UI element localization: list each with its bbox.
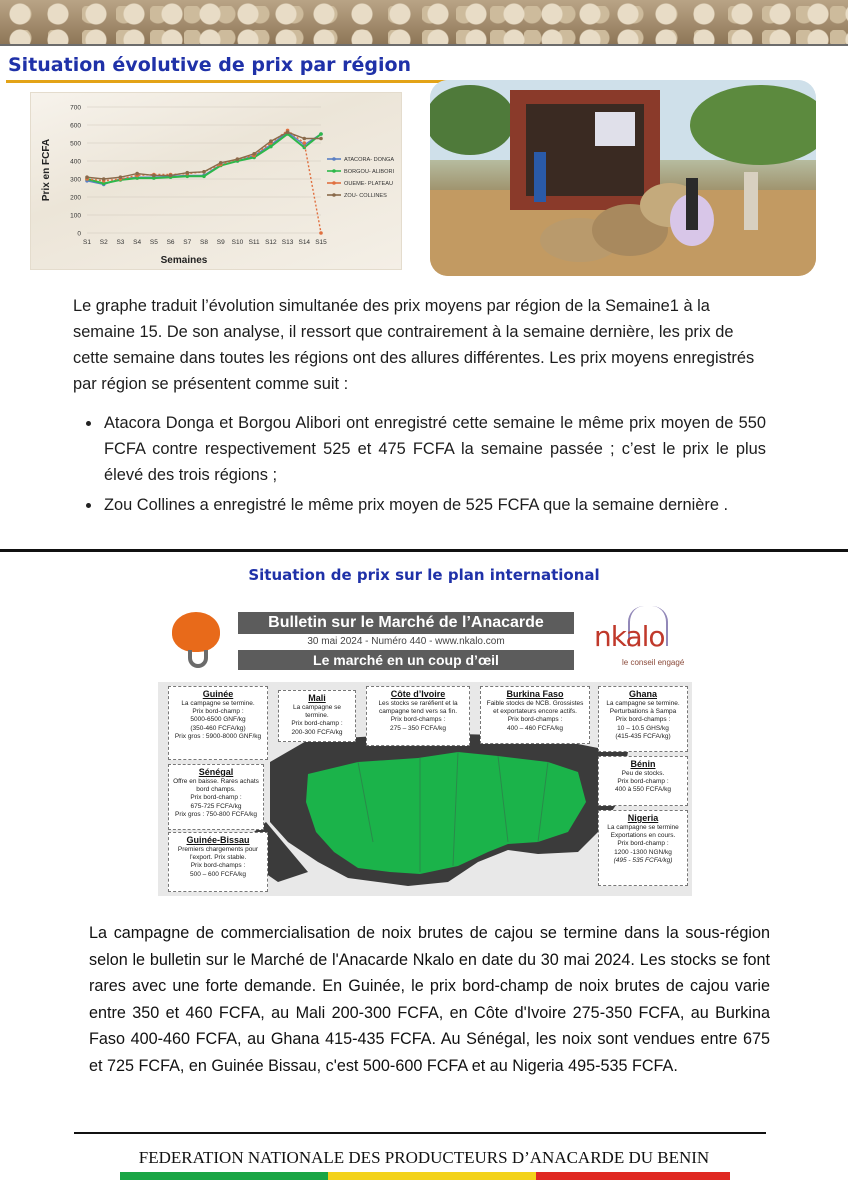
country-line: La campagne se termine. — [181, 700, 255, 707]
x-tick-label: S5 — [149, 239, 158, 246]
country-box-senegal — [168, 764, 264, 830]
country-box-ghana — [598, 686, 688, 752]
country-name: Sénégal — [198, 767, 234, 777]
nkalo-tagline: le conseil engagé — [622, 658, 685, 667]
data-point — [319, 132, 323, 136]
section-title-underline — [6, 80, 496, 83]
data-point — [202, 175, 206, 179]
legend-marker — [332, 193, 336, 197]
photo-illustration — [430, 80, 816, 276]
country-box-benin — [598, 756, 688, 806]
country-box-mali — [278, 690, 356, 742]
section-divider — [0, 549, 848, 552]
person-2 — [686, 178, 698, 230]
country-line: (350-460 FCFA/kg) — [190, 724, 246, 732]
data-point — [319, 231, 323, 235]
data-point — [202, 170, 206, 174]
bullet-atacora-borgou: Atacora Donga et Borgou Alibori ont enregistré cette semaine le même prix moyen de 550 FCFA contre respectivement 525 et 475 FCFA la semaine passée ; c’est le prix le plus élevé des trois régions ; — [104, 410, 766, 488]
bulletin-subtitle: Le marché en un coup d’œil — [238, 650, 574, 670]
country-name: Bénin — [630, 759, 656, 769]
cashew-nuts-banner-image — [0, 0, 848, 44]
country-line: et exportateurs encore actifs. — [493, 708, 577, 716]
y-tick-label: 600 — [70, 122, 81, 130]
data-point — [169, 174, 173, 178]
country-line: 500 – 600 FCFA/kg — [189, 870, 246, 878]
x-axis-label: Semaines — [160, 255, 208, 266]
x-tick-label: S11 — [248, 239, 260, 246]
country-name: Guinée — [202, 689, 234, 699]
x-tick-label: S6 — [166, 239, 175, 246]
country-name: Mali — [308, 693, 326, 703]
x-tick-label: S9 — [216, 239, 225, 246]
chart-svg — [31, 93, 403, 271]
country-line: Prix gros : 750-800 FCFA/kg — [174, 810, 257, 818]
footer-divider — [74, 1132, 766, 1134]
x-tick-label: S13 — [281, 239, 294, 246]
legend-marker — [332, 169, 336, 173]
international-paragraph: La campagne de commercialisation de noix brutes de cajou se termine dans la sous-région selon le bulletin sur le Marché de l'Anacarde Nkalo en date du 30 mai 2024. Les stocks se font rares avec une forte demande. En Guinée, le prix bord-champ de noix brutes de cajou varie entre 350 et 460 FCFA, au Mali 200-300 FCFA, en Côte d'Ivoire 275-350 FCFA, au Burkina Faso 400-460 FCFA, au Ghana 415-435 FCFA. Au Sénégal, les noix sont vendues entre 675 et 725 FCFA, en Guinée Bissau, c'est 500-600 FCFA et au Nigeria 495-535 FCFA. — [89, 924, 770, 1075]
country-line: Prix bord-champs : — [615, 716, 671, 724]
country-line: Prix gros : 5900-8000 GNF/kg — [174, 732, 262, 740]
legend-marker — [332, 181, 336, 185]
country-line: 5000-6500 GNF/kg — [190, 716, 246, 724]
country-line: La campagne se termine. — [292, 704, 342, 720]
country-line: l’export. Prix stable. — [189, 854, 247, 862]
legend-label: ATACORA- DONGA — [344, 157, 395, 164]
country-name: Burkina Faso — [506, 689, 564, 699]
data-point — [102, 177, 106, 181]
country-line: campagne tend vers sa fin. — [378, 708, 458, 716]
country-line: Offre en baisse. Rares achats — [173, 778, 259, 785]
country-line: 10 – 10.5 GHS/kg — [617, 724, 669, 732]
data-point — [219, 161, 223, 165]
legend-marker — [332, 157, 336, 161]
x-tick-label: S4 — [133, 239, 142, 246]
country-line: Prix bord-champ : — [617, 840, 669, 848]
series-line-2 — [87, 130, 321, 233]
x-tick-label: S2 — [99, 239, 108, 246]
cashew-nut-icon — [188, 650, 208, 668]
x-tick-label: S7 — [183, 239, 192, 246]
country-line: 400 à 550 FCFA/kg — [614, 786, 671, 794]
country-name: Guinée-Bissau — [186, 835, 250, 845]
country-box-guinee-bissau — [168, 832, 268, 892]
analysis-paragraph: Le graphe traduit l’évolution simultanée des prix moyens par région de la Semaine1 à la semaine 15. De son analyse, il ressort que contrairement à la semaine dernière, les prix de cette semaine dans toutes les régions ont des allures différentes. Les prix moyens enregistrés par région se présentent comme suit : — [73, 297, 755, 393]
country-line: bord champs. — [196, 786, 236, 794]
data-point — [119, 175, 123, 179]
y-tick-label: 300 — [70, 176, 81, 184]
x-tick-label: S15 — [315, 239, 327, 246]
country-line: Prix bord-champ : — [192, 708, 244, 716]
y-tick-label: 200 — [70, 194, 81, 202]
country-line: 275 – 350 FCFA/kg — [389, 724, 446, 732]
bulletin-title: Bulletin sur le Marché de l’Anacarde — [238, 612, 574, 634]
y-tick-label: 100 — [70, 212, 81, 220]
country-line: Exportations en cours. — [610, 832, 676, 840]
data-point — [185, 171, 189, 175]
y-tick-label: 500 — [70, 140, 81, 148]
nkalo-logo: nkalo — [594, 620, 665, 653]
country-line: Prix bord-champs : — [507, 716, 563, 724]
data-point — [152, 174, 156, 178]
x-tick-label: S3 — [116, 239, 125, 246]
country-line: Prix bord-champ : — [617, 778, 669, 786]
country-name: Nigeria — [627, 813, 659, 823]
legend-label: ZOU- COLLINES — [344, 193, 387, 200]
data-point — [252, 152, 256, 156]
flag-stripe-red — [536, 1172, 730, 1180]
bulletin-date: 30 mai 2024 - Numéro 440 - www.nkalo.com — [307, 636, 505, 647]
bullet-zou-collines: Zou Collines a enregistré le même prix moyen de 525 FCFA que la semaine dernière . — [104, 492, 766, 518]
country-box-guinee — [168, 686, 268, 760]
country-box-burkina-faso — [480, 686, 590, 744]
regional-price-chart — [30, 92, 402, 270]
country-name: Côte d’Ivoire — [390, 689, 446, 699]
country-line: Peu de stocks. — [621, 770, 665, 777]
country-line: (495 - 535 FCFA/kg) — [613, 856, 673, 864]
data-point — [286, 130, 290, 134]
data-point — [302, 137, 306, 141]
country-line: Perturbations à Sampa — [609, 708, 677, 716]
data-point — [319, 137, 323, 141]
person-3 — [744, 172, 758, 230]
data-point — [236, 157, 240, 161]
bags-in-truck — [595, 112, 635, 146]
data-point — [85, 175, 89, 179]
country-line: La campagne se termine — [607, 824, 679, 831]
nkalo-bulletin-image — [158, 606, 692, 896]
country-line: Prix bord-champs : — [390, 716, 446, 724]
country-box-cote-divoire — [366, 686, 470, 746]
country-name: Ghana — [628, 689, 657, 699]
data-point — [269, 145, 273, 149]
country-line: Prix bord-champ : — [190, 794, 242, 802]
x-tick-label: S8 — [200, 239, 208, 246]
country-line: 200-300 FCFA/kg — [291, 728, 343, 736]
country-line: La campagne se termine. — [606, 700, 680, 707]
section-title-regional: Situation évolutive de prix par région — [8, 54, 412, 76]
country-line: 675-725 FCFA/kg — [190, 802, 242, 810]
country-line: (415-435 FCFA/kg) — [615, 732, 671, 740]
y-tick-label: 700 — [70, 104, 81, 112]
cashew-bags-truck-photo — [430, 80, 816, 276]
country-line: 1200 -1300 NGN/kg — [614, 848, 672, 856]
country-line: Prix bord-champ : — [291, 720, 343, 728]
legend-label: OUEME- PLATEAU — [344, 181, 394, 188]
country-box-nigeria — [598, 810, 688, 886]
cashew-apple-icon — [172, 612, 220, 652]
country-line: Prix bord-champs : — [190, 862, 246, 870]
country-line: Les stocks se raréfient et la — [378, 700, 458, 707]
y-tick-label: 0 — [77, 230, 81, 238]
country-line: 400 – 460 FCFA/kg — [506, 724, 563, 732]
data-point — [269, 139, 273, 143]
flag-stripe-yellow — [328, 1172, 536, 1180]
x-tick-label: S14 — [298, 239, 311, 246]
y-tick-label: 400 — [70, 158, 81, 166]
footer-organisation-name: FEDERATION NATIONALE DES PRODUCTEURS D’ANACARDE DU BENIN — [138, 1148, 710, 1167]
x-tick-label: S12 — [265, 239, 277, 246]
country-line: Faible stocks de NCB. Grossistes — [486, 700, 584, 707]
x-tick-label: S1 — [83, 239, 91, 246]
data-point — [302, 141, 306, 145]
person-1 — [534, 152, 546, 202]
banner-divider — [0, 44, 848, 46]
legend-label: BORGOU- ALIBORI — [344, 169, 395, 176]
section-title-international: Situation de prix sur le plan international — [248, 566, 600, 584]
x-tick-label: S10 — [231, 239, 244, 246]
flag-stripe-green — [120, 1172, 328, 1180]
data-point — [135, 172, 139, 176]
country-line: Premiers chargements pour — [177, 846, 259, 853]
y-axis-label: Prix en FCFA — [41, 138, 52, 202]
